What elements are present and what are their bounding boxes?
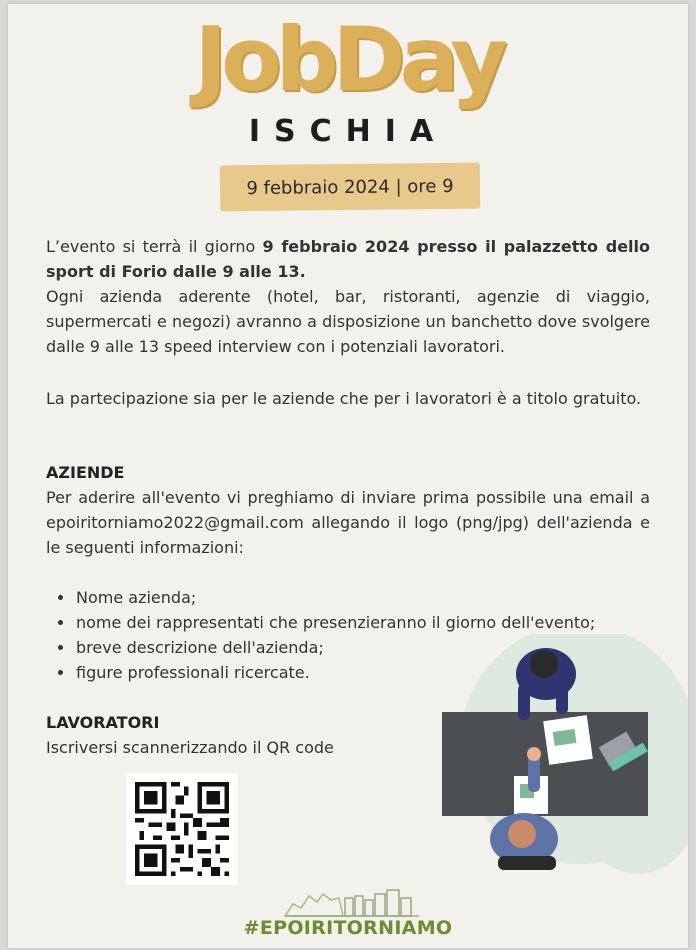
aziende-heading: AZIENDE (46, 463, 125, 482)
list-item: nome dei rappresentati che presenzieranno il giorno dell'evento; (46, 610, 650, 635)
footer-hashtag: #EPOIRITORNIAMO (243, 917, 453, 939)
date-banner-text: 9 febbraio 2024 | ore 9 (246, 175, 454, 199)
intro-lead: L’evento si terrà il giorno (46, 237, 263, 256)
skyline-icon (283, 884, 423, 918)
lavoratori-heading: LAVORATORI (46, 713, 160, 732)
logo-subtitle: ISCHIA (248, 114, 448, 149)
intro-paragraph (46, 234, 650, 359)
intro-bold: 9 febbraio 2024 presso il palazzetto dello sport di Forio dalle 9 alle 13. (46, 237, 651, 281)
handshake-illustration (428, 634, 688, 894)
poster-page (8, 4, 688, 948)
lavoratori-text: Iscriversi scannerizzando il QR code (46, 738, 334, 757)
date-banner (220, 163, 480, 212)
email-link[interactable]: epoiritorniamo2022@gmail.com (46, 513, 304, 532)
intro-rest: Ogni azienda aderente (hotel, bar, ristoranti, agenzie di viaggio, supermercati e negozi) avranno a disposizione un banchetto dove svolgere dalle 9 alle 13 speed interview con i potenziali lavoratori. (46, 287, 650, 356)
list-item: Nome azienda; (46, 585, 650, 610)
logo-wordmark: JobDay (194, 8, 502, 111)
participation-paragraph: La partecipazione sia per le aziende che per i lavoratori è a titolo gratuito. (46, 389, 642, 408)
list-item: breve descrizione dell'azienda; (46, 635, 650, 660)
aziende-paragraph (46, 485, 650, 560)
aziende-text-before: Per aderire all'evento vi preghiamo di inviare prima possibile una email a (46, 488, 650, 507)
qr-code-icon[interactable] (126, 773, 238, 885)
list-item: figure professionali ricercate. (46, 660, 650, 685)
aziende-text-after: allegando il logo (png/jpg) dell'azienda e le seguenti informazioni: (46, 513, 650, 557)
